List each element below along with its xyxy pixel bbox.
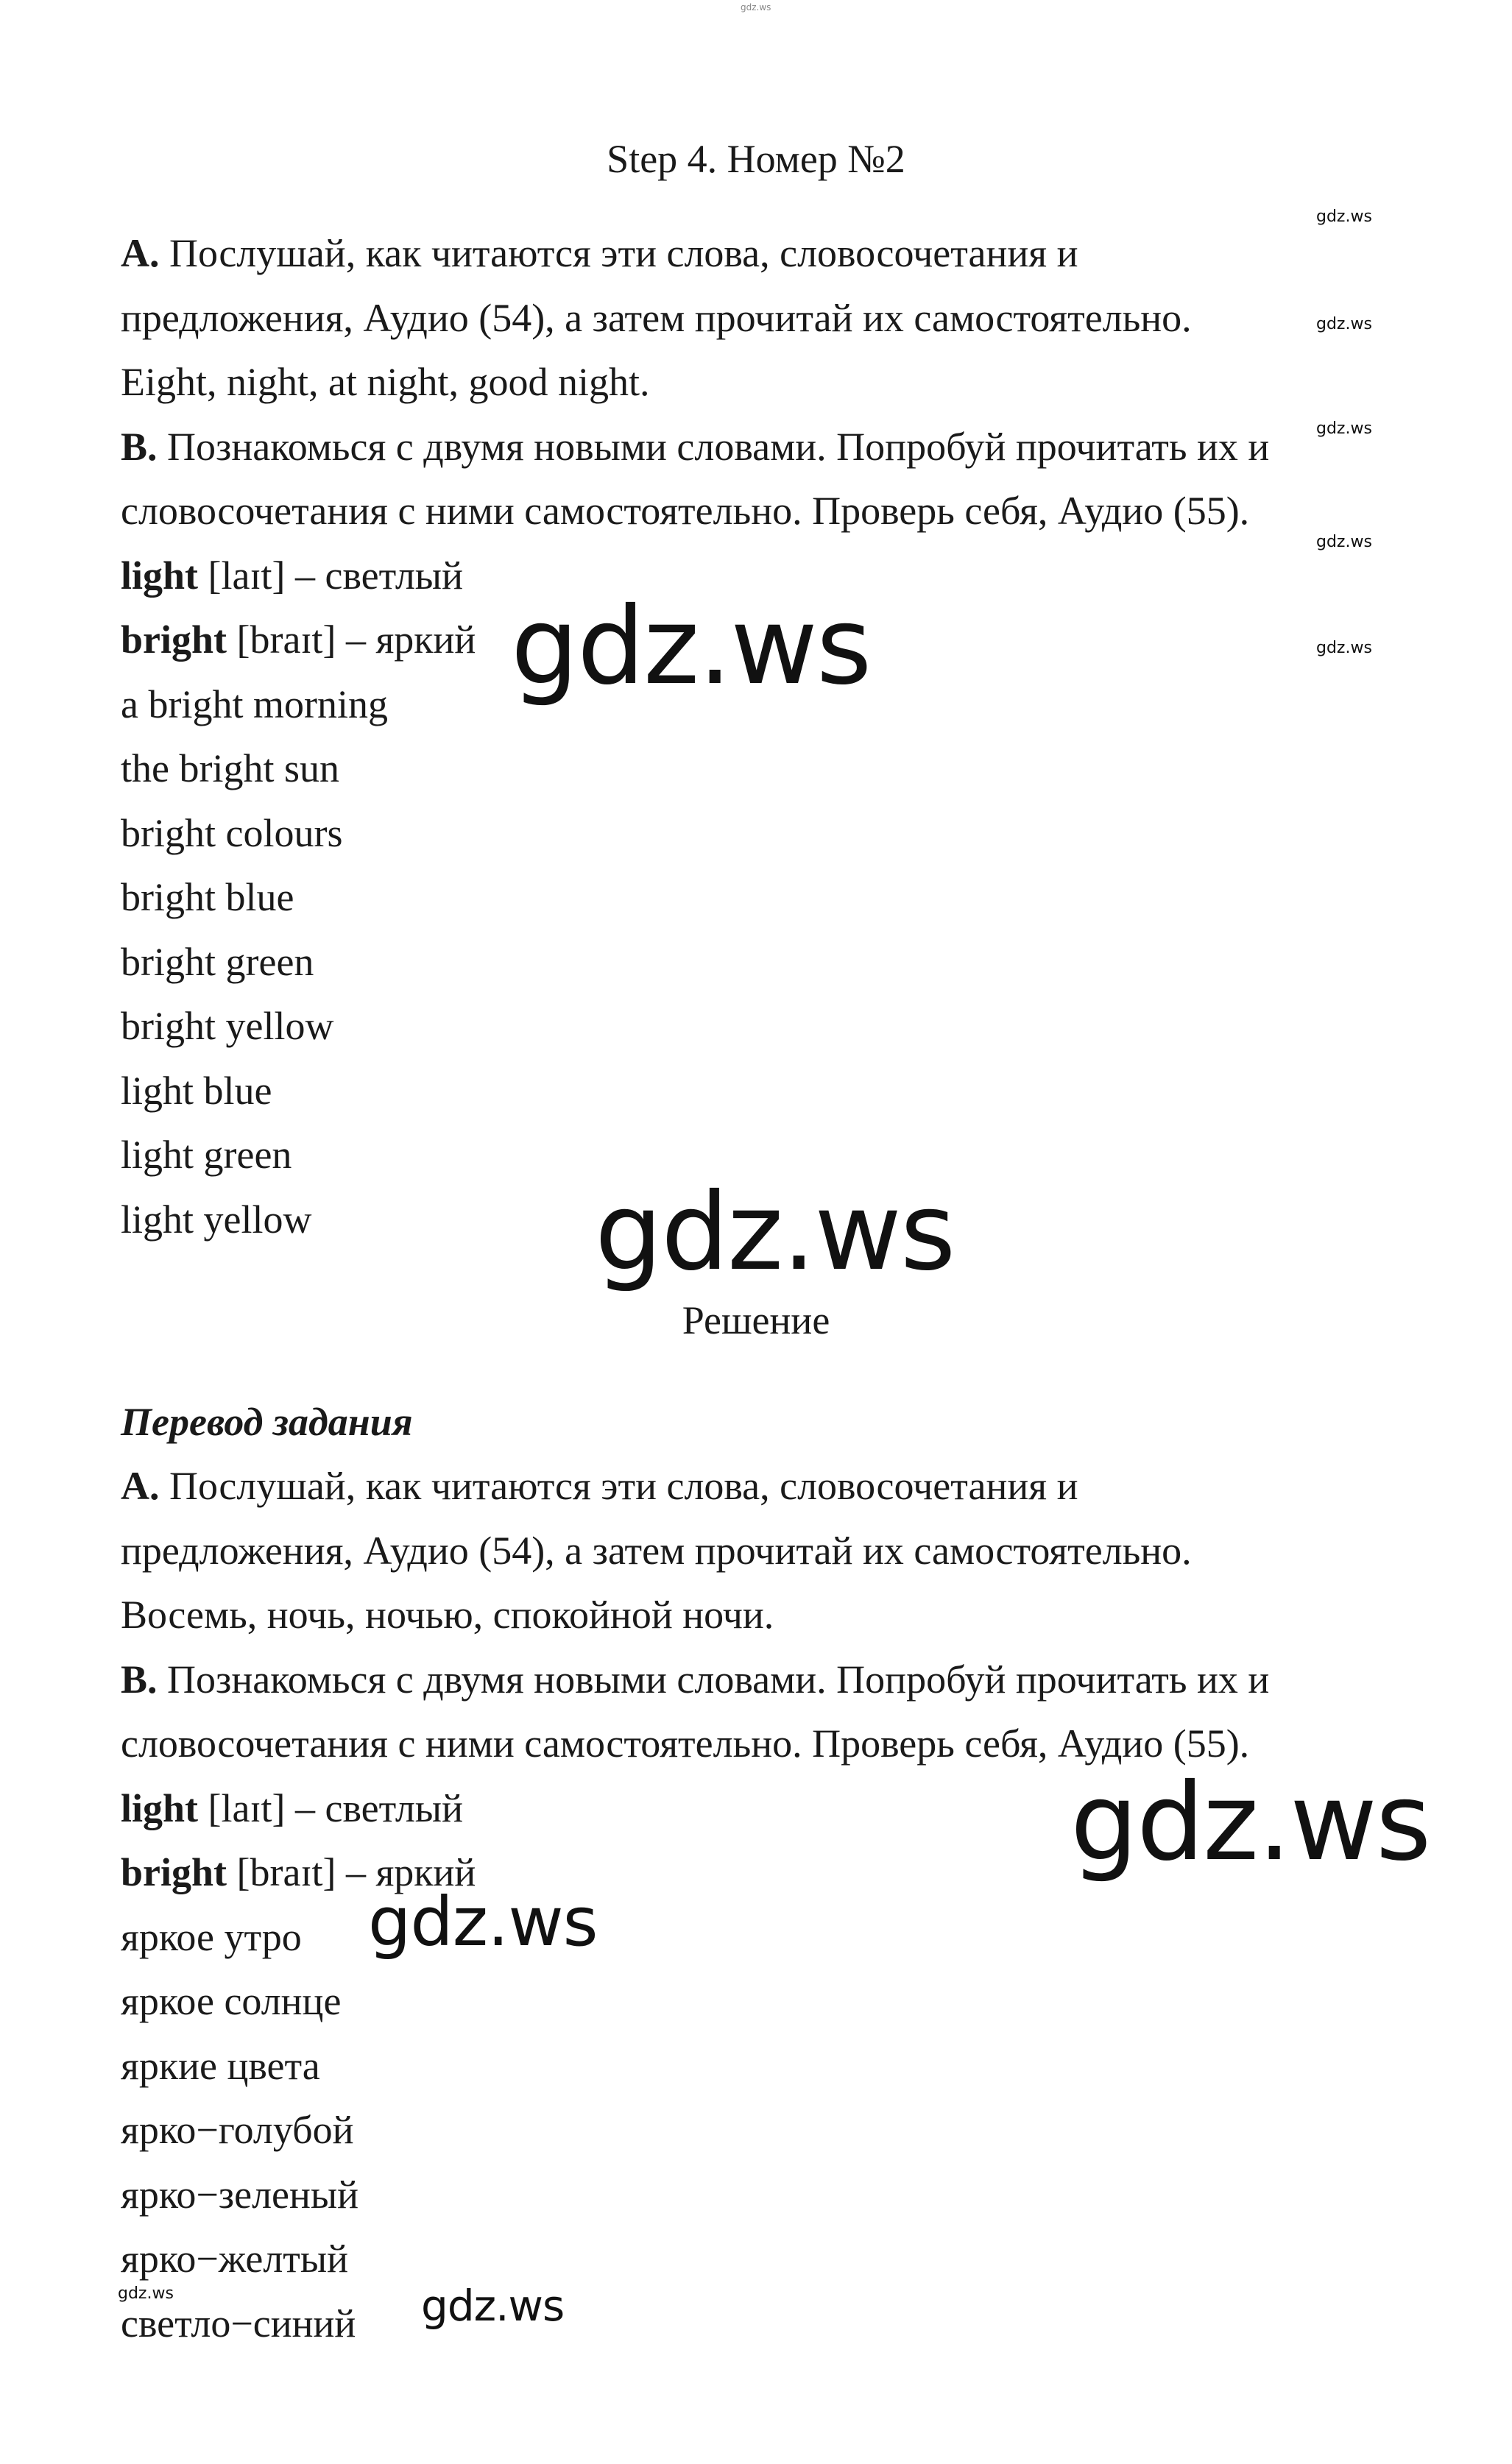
translation-vocab-entry (121, 1785, 463, 1832)
translation-vocab-definition: [braɪt] – яркий (236, 1850, 476, 1894)
translation-b-line1 (121, 1656, 1269, 1703)
translation-vocab-word: light (121, 1786, 199, 1830)
translation-phrase-item: яркие цвета (121, 2044, 320, 2088)
translation-a-line2: предложения, Аудио (54), а затем прочитай их самостоятельно. (121, 1529, 1192, 1573)
translation-a-words: Восемь, ночь, ночью, спокойной ночи. (121, 1593, 774, 1637)
translation-phrase-item: ярко−голубой (121, 2108, 354, 2152)
task-b-line2: словосочетания с ними самостоятельно. Проверь себя, Аудио (55). (121, 489, 1250, 533)
phrase-item: bright blue (121, 875, 294, 919)
watermark-large: gdz.ws (1070, 1760, 1430, 1885)
task-b-label: B. (121, 425, 158, 469)
translation-phrase-item: светло−синий (121, 2301, 356, 2346)
vocab-word: bright (121, 617, 227, 662)
translation-heading: Перевод задания (121, 1400, 413, 1444)
vocab-entry (121, 552, 463, 599)
translation-b-label: B. (121, 1657, 158, 1702)
translation-a-text1: Послушай, как читаются эти слова, словосочетания и (169, 1464, 1078, 1508)
phrase-item: bright colours (121, 811, 343, 855)
translation-vocab-word: bright (121, 1850, 227, 1894)
vocab-entry (121, 616, 476, 663)
watermark-small: gdz.ws (1316, 639, 1372, 657)
watermark-small: gdz.ws (118, 2284, 174, 2303)
solution-label: Решение (682, 1298, 830, 1342)
watermark-small: gdz.ws (1316, 315, 1372, 333)
translation-phrase-item: ярко−желтый (121, 2237, 349, 2281)
watermark-small: gdz.ws (1316, 208, 1372, 226)
translation-phrase-item: яркое солнце (121, 1979, 342, 2023)
task-b-text1: Познакомься с двумя новыми словами. Попробуй прочитать их и (167, 425, 1270, 469)
task-a-words: Eight, night, at night, good night. (121, 360, 650, 404)
task-a-line2: предложения, Аудио (54), а затем прочитай их самостоятельно. (121, 296, 1192, 340)
phrase-item: bright yellow (121, 1004, 334, 1048)
phrase-item: light yellow (121, 1197, 312, 1242)
vocab-definition: [laɪt] – светлый (208, 553, 463, 598)
page-title: Step 4. Номер №2 (607, 137, 905, 181)
watermark-large: gdz.ws (595, 1170, 955, 1295)
phrase-item: bright green (121, 940, 314, 984)
watermark-medium: gdz.ws (368, 1883, 598, 1961)
phrase-item: light green (121, 1133, 292, 1177)
task-b-line1 (121, 423, 1269, 470)
translation-b-text1: Познакомься с двумя новыми словами. Попробуй прочитать их и (167, 1657, 1270, 1702)
vocab-definition: [braɪt] – яркий (236, 617, 476, 662)
watermark-top: gdz.ws (741, 2, 771, 13)
watermark-large: gdz.ws (511, 584, 871, 709)
phrase-item: light blue (121, 1069, 272, 1113)
task-a-text1: Послушай, как читаются эти слова, словосочетания и (169, 231, 1078, 275)
watermark-small: gdz.ws (1316, 419, 1372, 438)
translation-a-line1 (121, 1462, 1078, 1509)
translation-phrase-item: яркое утро (121, 1915, 302, 1959)
watermark-medium: gdz.ws (421, 2281, 565, 2331)
phrase-item: a bright morning (121, 682, 388, 726)
task-a-line1 (121, 230, 1078, 277)
translation-vocab-definition: [laɪt] – светлый (208, 1786, 463, 1830)
vocab-word: light (121, 553, 199, 598)
phrase-item: the bright sun (121, 746, 339, 790)
task-a-label: A. (121, 231, 160, 275)
watermark-small: gdz.ws (1316, 533, 1372, 551)
translation-b-line2: словосочетания с ними самостоятельно. Проверь себя, Аудио (55). (121, 1721, 1250, 1766)
translation-phrase-item: ярко−зеленый (121, 2173, 359, 2217)
translation-a-label: A. (121, 1464, 160, 1508)
